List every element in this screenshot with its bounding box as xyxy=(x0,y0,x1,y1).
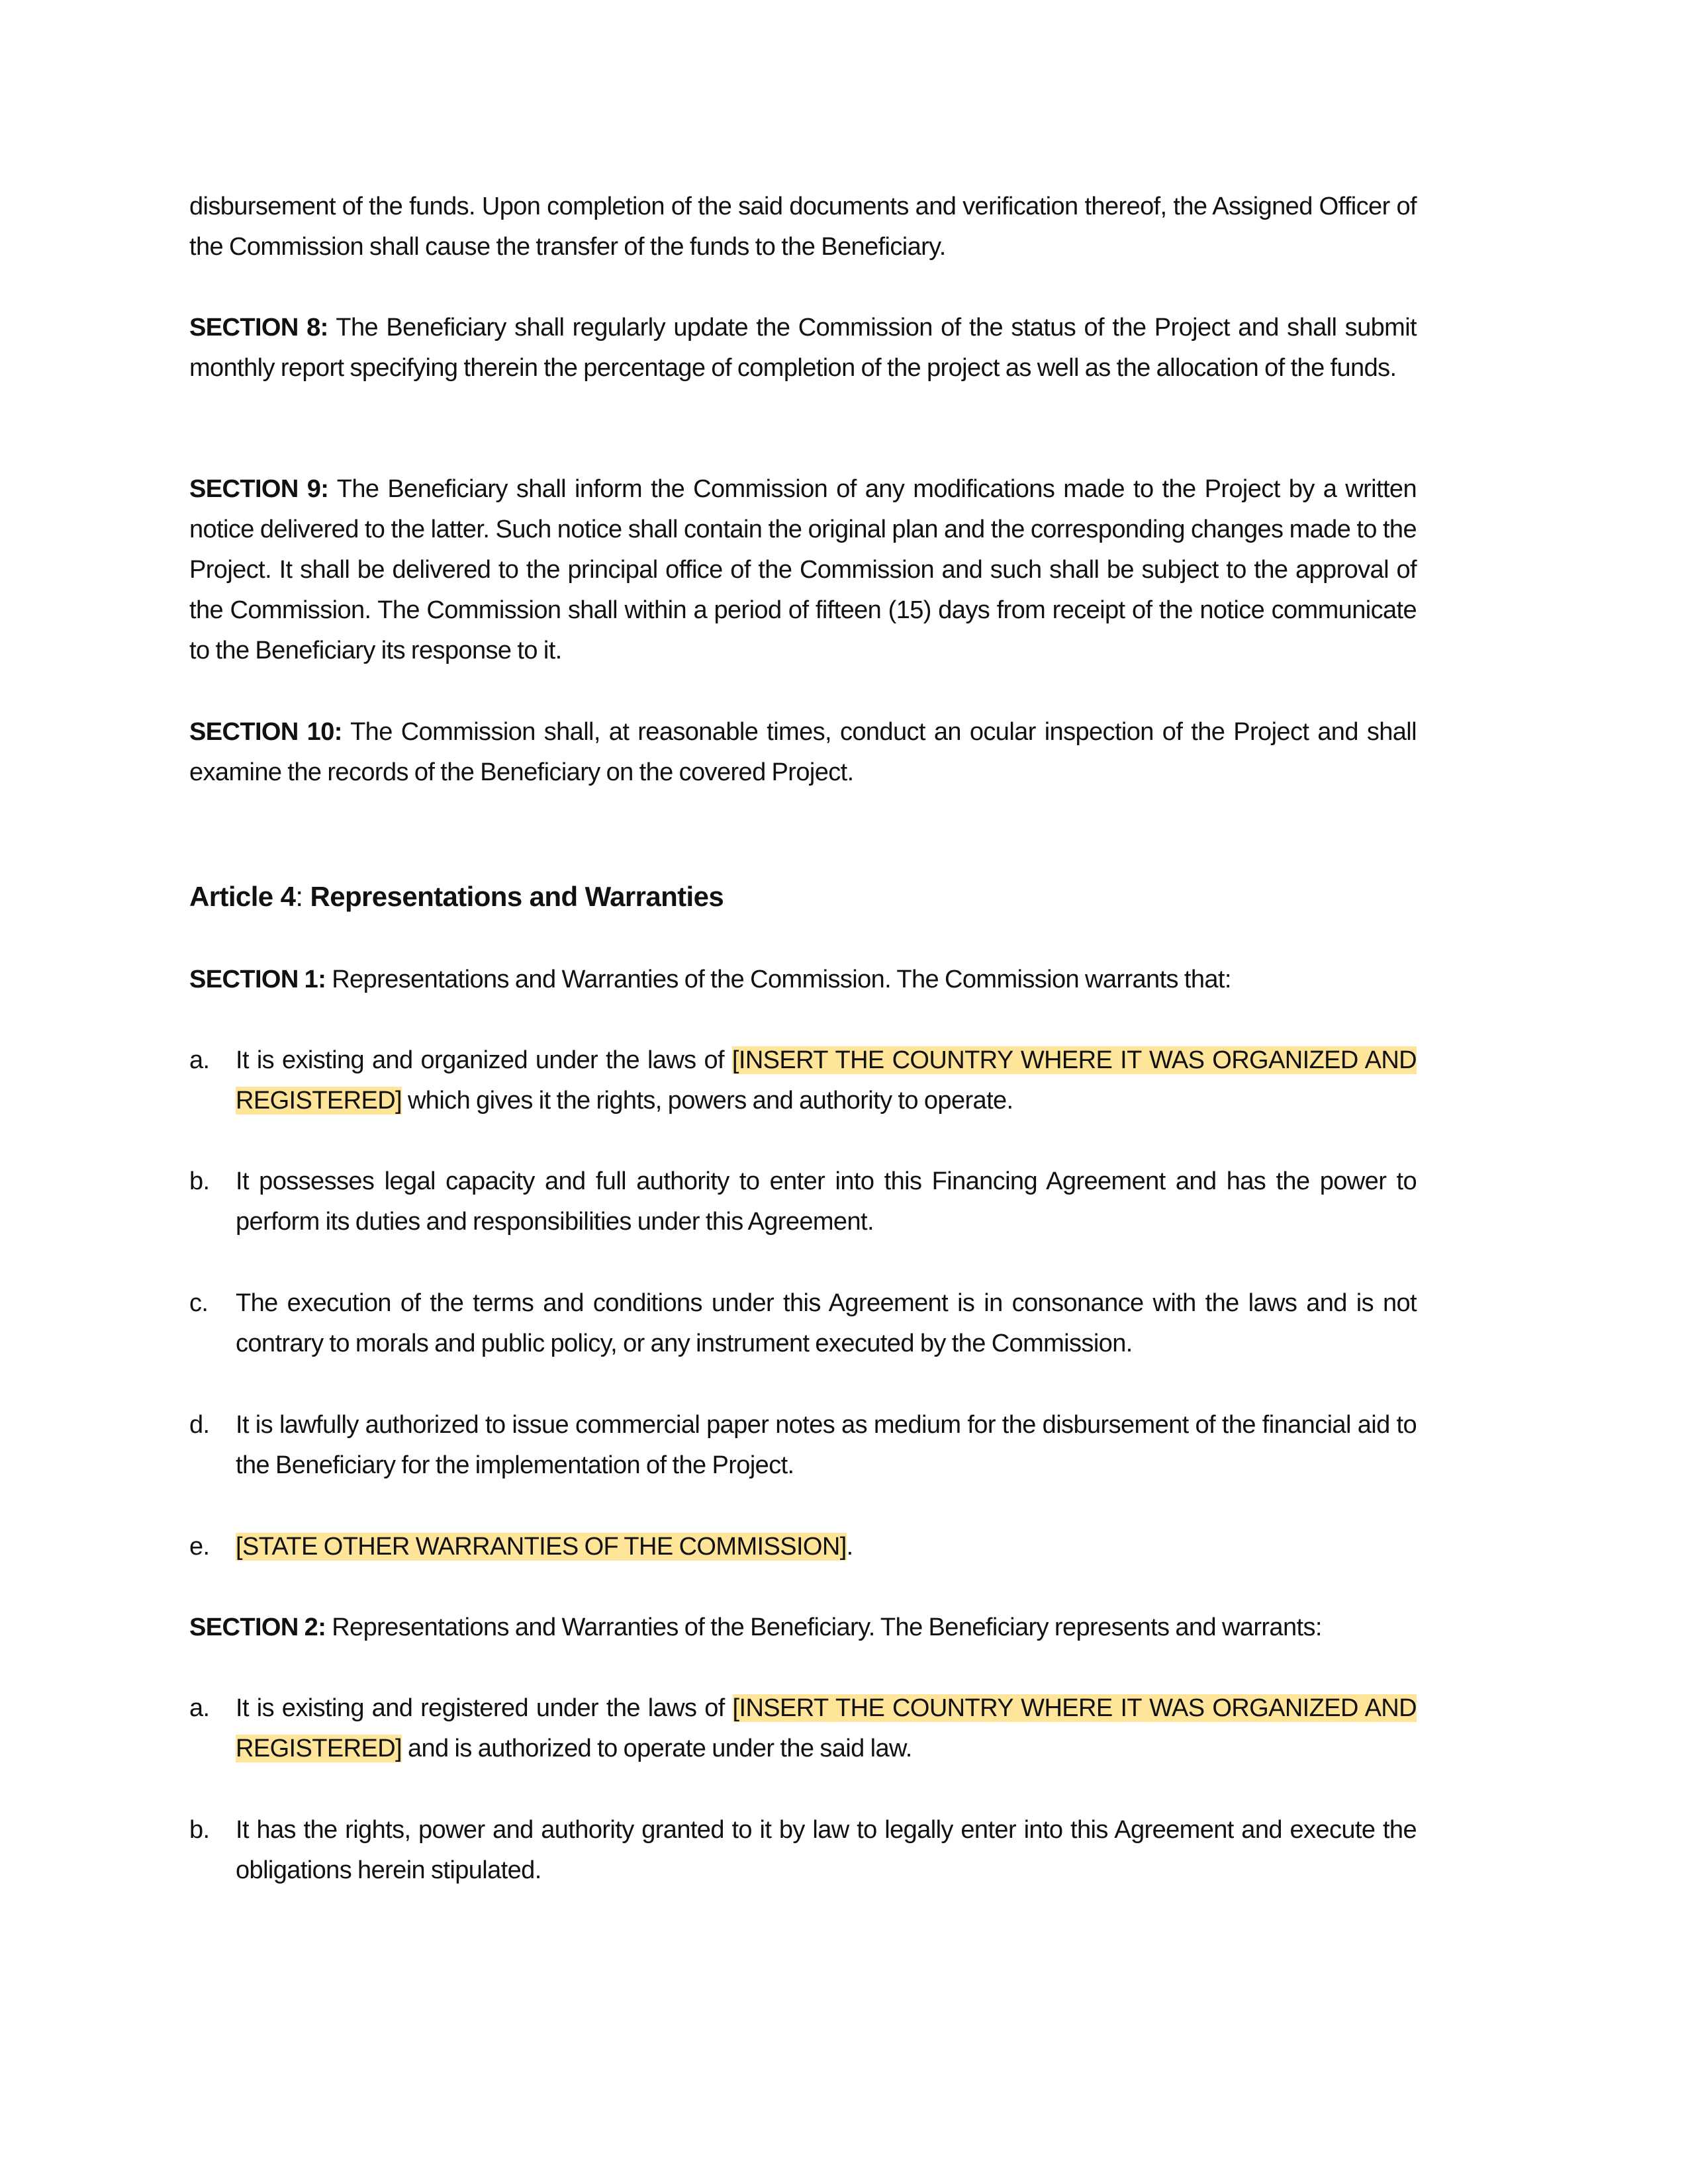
item-text: and is authorized to operate under the said law. xyxy=(402,1735,912,1762)
section-2-item-a xyxy=(189,1688,1417,1769)
list-marker: e. xyxy=(189,1533,210,1561)
list-marker: a. xyxy=(189,1046,210,1074)
section-8-paragraph xyxy=(189,308,1417,388)
section-8-text: The Beneficiary shall regularly update the Commission of the status of the Project and shall submit monthly report specifying therein the percentage of completion of the project as well as the allocation of the funds. xyxy=(189,314,1417,382)
item-text: It is existing and organized under the laws of xyxy=(236,1046,732,1074)
section-1-text: Representations and Warranties of the Commission. The Commission warrants that: xyxy=(326,966,1231,993)
article-4-section-2-paragraph xyxy=(189,1608,1417,1648)
list-item-body xyxy=(236,1527,1417,1567)
section-9-label: SECTION 9: xyxy=(189,475,329,503)
article-title: Representations and Warranties xyxy=(303,881,724,912)
placeholder-highlight: [INSERT THE COUNTRY WHERE IT WAS ORGANIZED AND REGISTERED] xyxy=(236,1694,1417,1762)
list-marker: c. xyxy=(189,1289,209,1317)
section-1-item-c xyxy=(189,1283,1417,1364)
section-2-item-b xyxy=(189,1810,1417,1891)
section-1-item-b xyxy=(189,1161,1417,1242)
section-10-label: SECTION 10: xyxy=(189,718,342,746)
section-8-label: SECTION 8: xyxy=(189,314,328,341)
list-item-body: It possesses legal capacity and full authority to enter into this Financing Agreement and has the power to perform its duties and responsibilities under this Agreement. xyxy=(236,1167,1417,1236)
list-item-body: It has the rights, power and authority granted to it by law to legally enter into this Agreement and execute the obligations herein stipulated. xyxy=(236,1816,1417,1884)
continuation-text: disbursement of the funds. Upon completion of the said documents and verification thereof, the Assigned Officer of the Commission shall cause the transfer of the funds to the Beneficiary. xyxy=(189,193,1417,261)
article-number: Article 4 xyxy=(189,881,296,912)
item-text: which gives it the rights, powers and authority to operate. xyxy=(402,1087,1013,1115)
list-item-body xyxy=(236,1688,1417,1769)
section-1-item-a xyxy=(189,1040,1417,1121)
section-9-paragraph xyxy=(189,469,1417,671)
section-1-label: SECTION 1: xyxy=(189,966,326,993)
list-marker: b. xyxy=(189,1167,210,1195)
continuation-paragraph xyxy=(189,187,1417,267)
item-text: It is existing and registered under the laws of xyxy=(236,1694,733,1722)
section-2-text: Representations and Warranties of the Beneficiary. The Beneficiary represents and warrants: xyxy=(326,1614,1322,1641)
list-item-body: It is lawfully authorized to issue commercial paper notes as medium for the disbursement of the financial aid to the Beneficiary for the implementation of the Project. xyxy=(236,1411,1417,1479)
list-item-body: The execution of the terms and conditions under this Agreement is in consonance with the laws and is not contrary to morals and public policy, or any instrument executed by the Commission. xyxy=(236,1289,1417,1357)
section-1-item-d xyxy=(189,1405,1417,1486)
list-marker: b. xyxy=(189,1816,210,1844)
placeholder-highlight: [STATE OTHER WARRANTIES OF THE COMMISSION] xyxy=(236,1533,847,1561)
placeholder-highlight: [INSERT THE COUNTRY WHERE IT WAS ORGANIZED AND REGISTERED] xyxy=(236,1046,1417,1115)
item-text: . xyxy=(846,1533,853,1561)
list-marker: d. xyxy=(189,1411,210,1439)
section-1-item-e xyxy=(189,1527,1417,1567)
section-2-label: SECTION 2: xyxy=(189,1614,326,1641)
article-4-section-1-paragraph xyxy=(189,960,1417,1000)
article-colon: : xyxy=(295,881,303,912)
list-marker: a. xyxy=(189,1694,210,1722)
article-4-heading xyxy=(189,876,724,917)
section-10-text: The Commission shall, at reasonable times, conduct an ocular inspection of the Project and shall examine the records of the Beneficiary on the covered Project. xyxy=(189,718,1417,786)
section-9-text: The Beneficiary shall inform the Commission of any modifications made to the Project by a written notice delivered to the latter. Such notice shall contain the original plan and the corresponding changes made to the Project. It shall be delivered to the principal office of the Commission and such shall be subject to the approval of the Commission. The Commission shall within a period of fifteen (15) days from receipt of the notice communicate to the Beneficiary its response to it. xyxy=(189,475,1417,664)
list-item-body xyxy=(236,1040,1417,1121)
section-10-paragraph xyxy=(189,712,1417,793)
